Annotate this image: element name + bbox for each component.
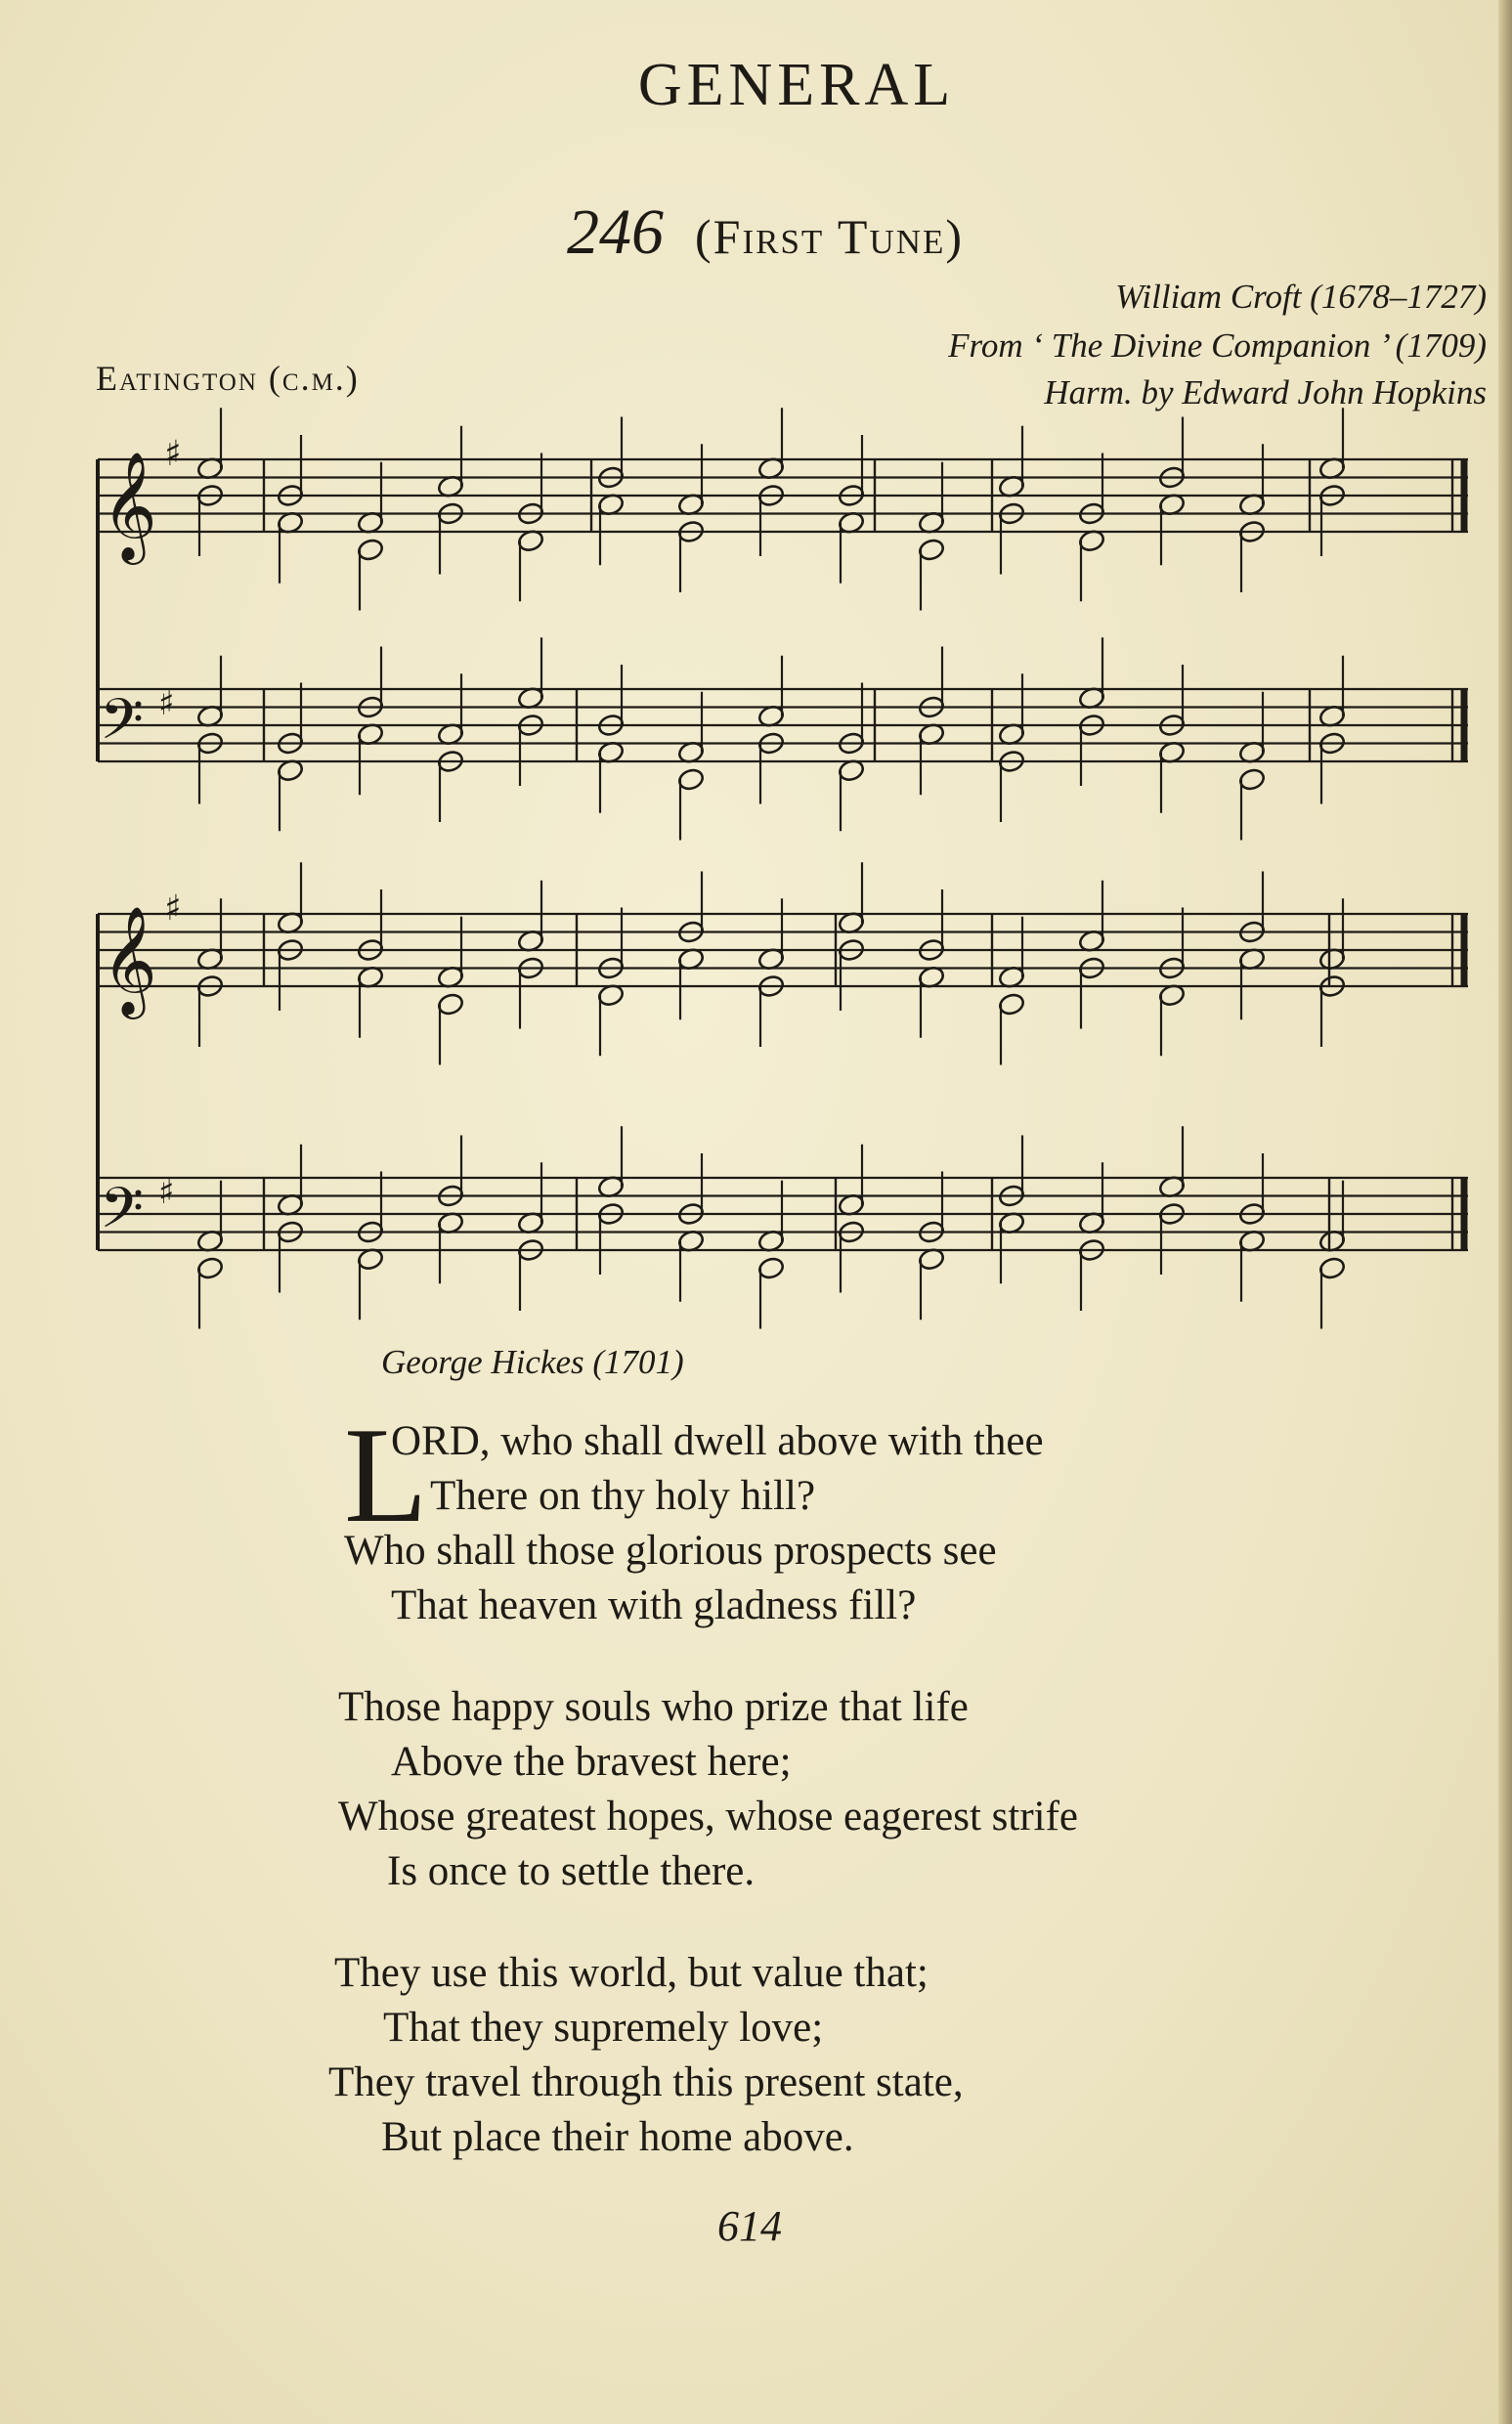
verse-3-line-3: They travel through this present state, — [328, 2059, 964, 2105]
sharp-icon: ♯ — [164, 888, 182, 929]
page-number: 614 — [717, 2202, 782, 2250]
drop-cap: L — [344, 1400, 428, 1551]
verse-3-line-4: But place their home above. — [381, 2114, 854, 2160]
treble-clef-icon: 𝄞 — [102, 905, 157, 1015]
bass-clef-icon: 𝄢 — [100, 686, 145, 766]
verse-2-line-4: Is once to settle there. — [387, 1848, 756, 1894]
verse-2-line-3: Whose greatest hopes, whose eagerest strife — [338, 1794, 1078, 1840]
treble-clef-icon: 𝄞 — [102, 451, 157, 560]
tune-name: Eatington (c.m.) — [96, 359, 360, 398]
words-attribution: George Hickes (1701) — [381, 1343, 684, 1381]
verse-3-line-2: That they supremely love; — [383, 2005, 824, 2051]
bass-clef-icon: 𝄢 — [100, 1175, 145, 1255]
harmonizer-credit: Harm. by Edward John Hopkins — [1044, 373, 1487, 411]
verse-1-line-1: ORD, who shall dwell above with thee — [391, 1418, 1044, 1464]
sharp-icon: ♯ — [158, 684, 175, 723]
verse-1-line-3: Who shall those glorious prospects see — [344, 1528, 997, 1574]
hymn-number: 246 — [567, 196, 664, 268]
sharp-icon: ♯ — [158, 1173, 175, 1212]
verse-2-line-1: Those happy souls who prize that life — [338, 1684, 969, 1730]
tune-label: (First Tune) — [695, 209, 965, 264]
composer-credit: William Croft (1678–1727) — [1115, 278, 1487, 316]
running-head: GENERAL — [637, 52, 956, 118]
verse-1-line-4: That heaven with gladness fill? — [391, 1582, 917, 1628]
score-staves — [98, 408, 1468, 1328]
verse-1-line-2: There on thy holy hill? — [430, 1473, 816, 1519]
sharp-icon: ♯ — [164, 434, 182, 474]
verse-3-line-1: They use this world, but value that; — [334, 1950, 929, 1996]
verse-2-line-2: Above the bravest here; — [391, 1739, 792, 1785]
source-credit: From ‘ The Divine Companion ’ (1709) — [948, 326, 1487, 365]
